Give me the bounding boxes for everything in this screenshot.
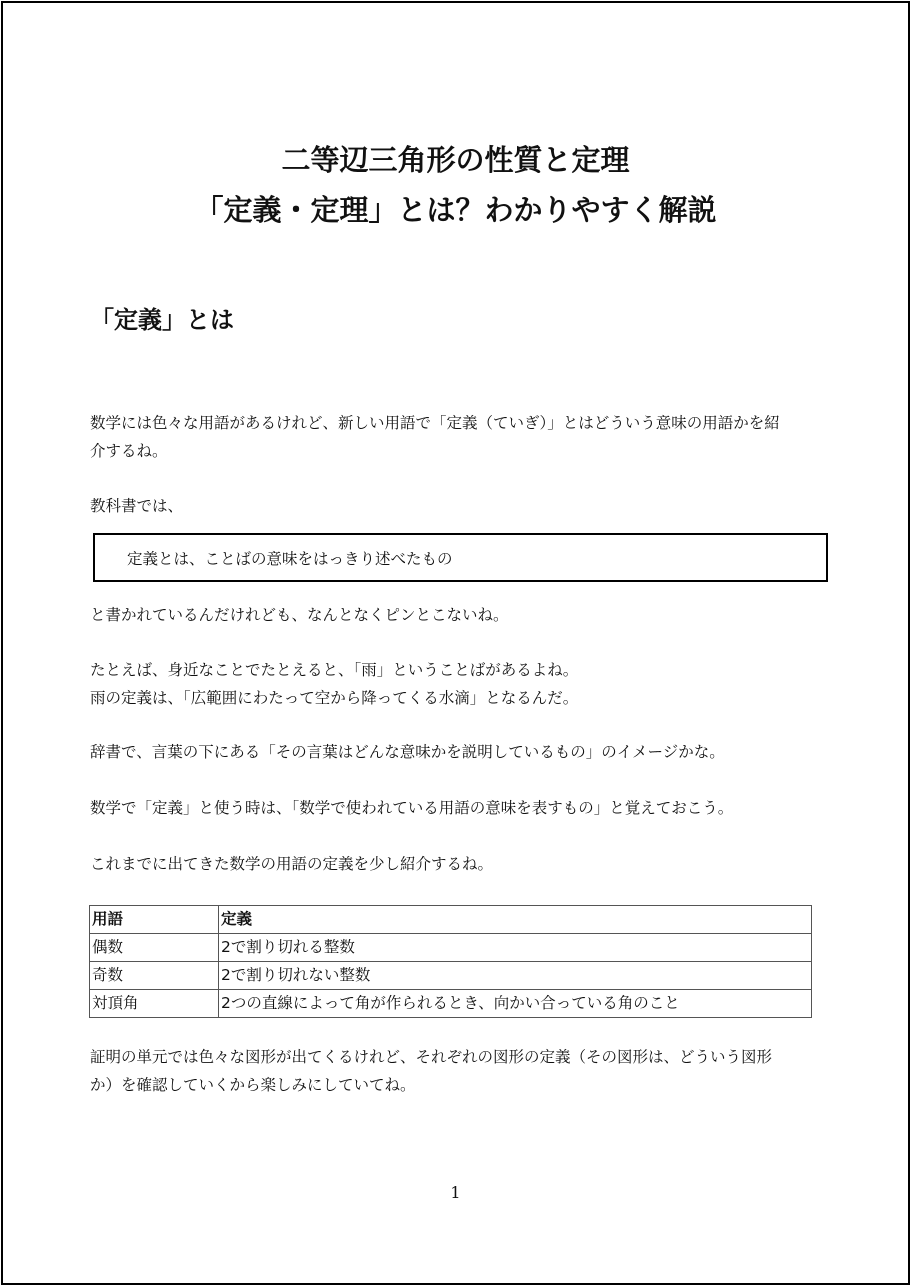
intro-paragraph-line-1: 数学には色々な用語があるけれど、新しい用語で「定義（ていぎ）」とはどういう意味の用語かを紹 [90, 414, 780, 432]
math-definition-paragraph: 数学で「定義」と使う時は、「数学で使われている用語の意味を表すもの」と覚えておこう。 [90, 799, 734, 817]
table-cell-term: 偶数 [90, 934, 219, 962]
intro-paragraph-line-2: 介するね。 [90, 442, 168, 460]
table-header-row [90, 906, 812, 934]
textbook-lead: 教科書では、 [90, 497, 184, 515]
table-row [90, 934, 812, 962]
closing-paragraph-line-1: 証明の単元では色々な図形が出てくるけれど、それぞれの図形の定義（その図形は、どういう図形 [90, 1048, 773, 1066]
after-box-paragraph: と書かれているんだけれども、なんとなくピンとこないね。 [90, 606, 509, 624]
page-number: 1 [450, 1183, 461, 1202]
closing-paragraph-line-2: か）を確認していくから楽しみにしていてね。 [90, 1076, 416, 1094]
table-cell-term: 奇数 [90, 962, 219, 990]
table-cell-definition: 2つの直線によって角が作られるとき、向かい合っている角のこと [219, 990, 812, 1018]
example-line-1: たとえば、身近なことでたとえると、「雨」ということばがあるよね。 [90, 661, 579, 679]
table-row [90, 962, 812, 990]
table-row [90, 990, 812, 1018]
page-title-line-2: 「定義・定理」とは？わかりやすく解説 [194, 193, 717, 227]
example-line-2: 雨の定義は、「広範囲にわたって空から降ってくる水滴」となるんだ。 [90, 689, 579, 707]
definition-box [93, 533, 828, 582]
definitions-table [89, 905, 812, 1018]
page-title-line-1: 二等辺三角形の性質と定理 [281, 143, 630, 177]
table-header-term: 用語 [90, 906, 219, 934]
table-header-definition: 定義 [219, 906, 812, 934]
table-cell-definition: 2で割り切れない整数 [219, 962, 812, 990]
table-intro-paragraph: これまでに出てきた数学の用語の定義を少し紹介するね。 [90, 855, 494, 873]
dictionary-paragraph: 辞書で、言葉の下にある「その言葉はどんな意味かを説明しているもの」のイメージかな。 [90, 743, 725, 761]
table-cell-definition: 2で割り切れる整数 [219, 934, 812, 962]
table-cell-term: 対頂角 [90, 990, 219, 1018]
section-heading-definition: 「定義」とは [90, 306, 234, 334]
definition-box-text: 定義とは、ことばの意味をはっきり述べたもの [127, 550, 453, 568]
